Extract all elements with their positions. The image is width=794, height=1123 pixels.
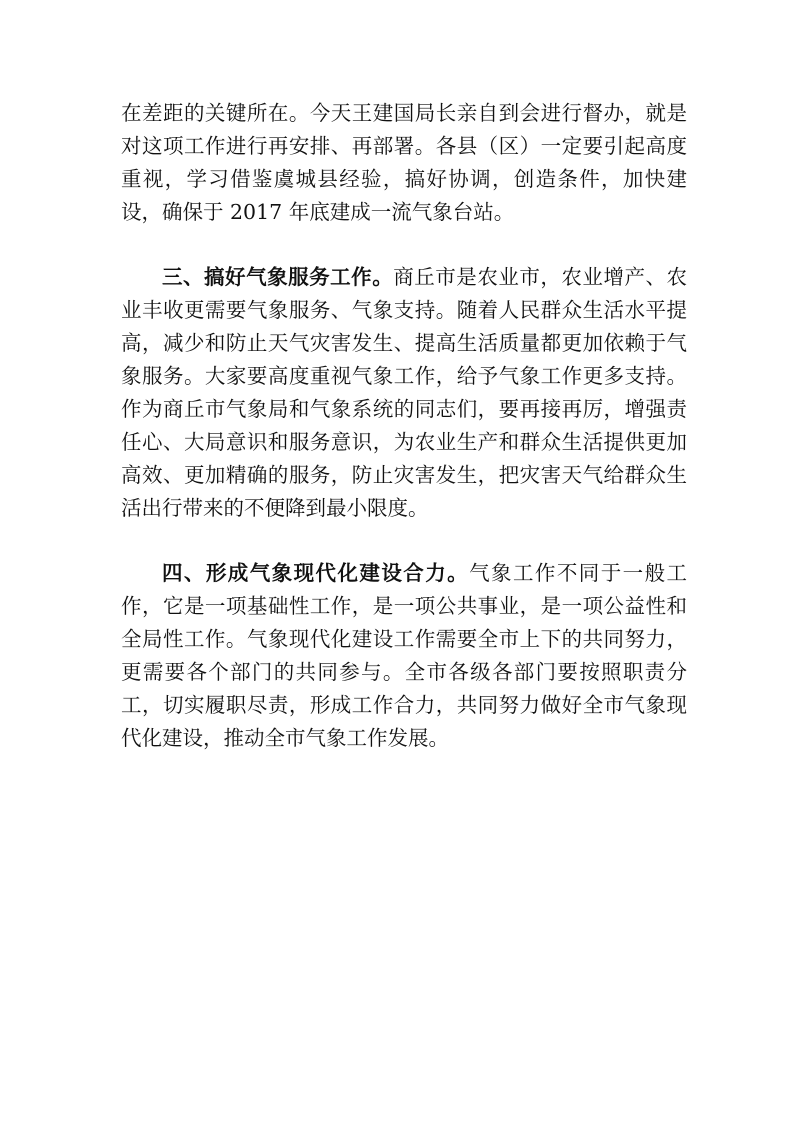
- paragraph-weather-service: [121, 261, 687, 525]
- paragraph-continuation: [121, 97, 687, 229]
- paragraph-text: 气象工作不同于一般工作，它是一项基础性工作，是一项公共事业，是一项公益性和全局性工作。气象现代化建设工作需要全市上下的共同努力，更需要各个部门的共同参与。全市各级各部门要按照职责分工，切实履职尽责，形成工作合力，共同努力做好全市气象现代化建设，推动全市气象工作发展。: [121, 561, 688, 750]
- paragraph-text: 商丘市是农业市，农业增产、农业丰收更需要气象服务、气象支持。随着人民群众生活水平提高，减少和防止天气灾害发生、提高生活质量都更加依赖于气象服务。大家要高度重视气象工作，给予气象工作更多支持。作为商丘市气象局和气象系统的同志们，要再接再厉，增强责任心、大局意识和服务意识，为农业生产和群众生活提供更加高效、更加精确的服务，防止灾害发生，把灾害天气给群众生活出行带来的不便降到最小限度。: [121, 265, 688, 520]
- section-heading-four: 四、形成气象现代化建设合力。: [162, 561, 470, 585]
- document-body: [121, 97, 687, 755]
- paragraph-text: 在差距的关键所在。今天王建国局长亲自到会进行督办，就是对这项工作进行再安排、再部署。各县（区）一定要引起高度重视，学习借鉴虞城县经验，搞好协调，创造条件，加快建设，确保于 2017 年底建成一流气象台站。: [121, 101, 687, 224]
- section-heading-three: 三、搞好气象服务工作。: [162, 265, 394, 289]
- paragraph-modernization: [121, 557, 687, 755]
